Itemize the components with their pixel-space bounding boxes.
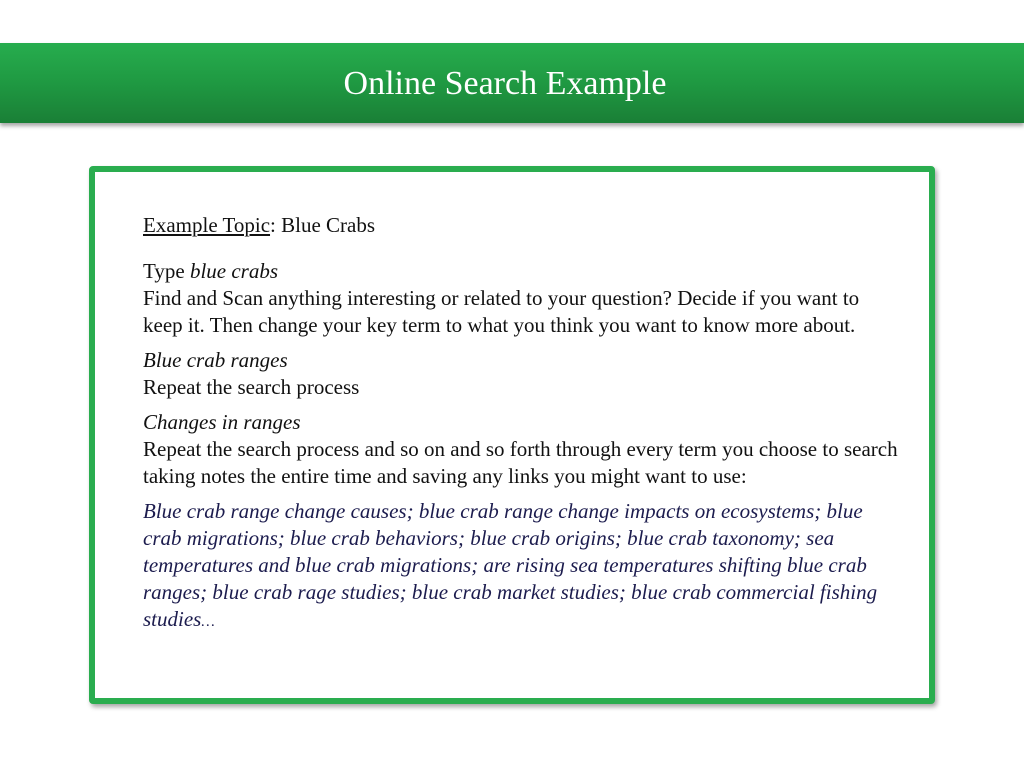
type-prefix: Type <box>143 259 190 283</box>
slide-title: Online Search Example <box>343 65 667 102</box>
repeat-instruction-2: Repeat the search process and so on and so forth through every term you choose to search taking notes the entire time and saving any links you might want to use: <box>143 437 898 488</box>
scan-instructions: Find and Scan anything interesting or related to your question? Decide if you want to keep it. Then change your key term to what you think you want to know more about. <box>143 286 860 337</box>
search-terms-text: Blue crab range change causes; blue crab range change impacts on ecosystems; blue crab migrations; blue crab behaviors; blue crab origins; blue crab taxonomy; sea temperatures and blue crab migrations; are rising sea temperatures shifting blue crab ranges; blue crab rage studies; blue crab market studies; blue crab commercial fishing studies <box>143 499 878 631</box>
type-term: blue crabs <box>189 259 279 283</box>
content-body <box>143 212 903 636</box>
search-term-3: Changes in ranges <box>143 410 301 434</box>
title-bar <box>0 43 1024 123</box>
topic-label: Example Topic <box>143 213 271 237</box>
search-terms-list <box>143 498 903 636</box>
topic-separator: : <box>270 213 282 237</box>
topic-value: Blue Crabs <box>281 213 376 237</box>
repeat-instruction-1: Repeat the search process <box>143 375 360 399</box>
search-term-2: Blue crab ranges <box>143 348 288 372</box>
content-box <box>89 166 935 704</box>
topic-line <box>143 212 903 239</box>
ellipsis: … <box>201 614 215 630</box>
type-line <box>143 258 903 285</box>
